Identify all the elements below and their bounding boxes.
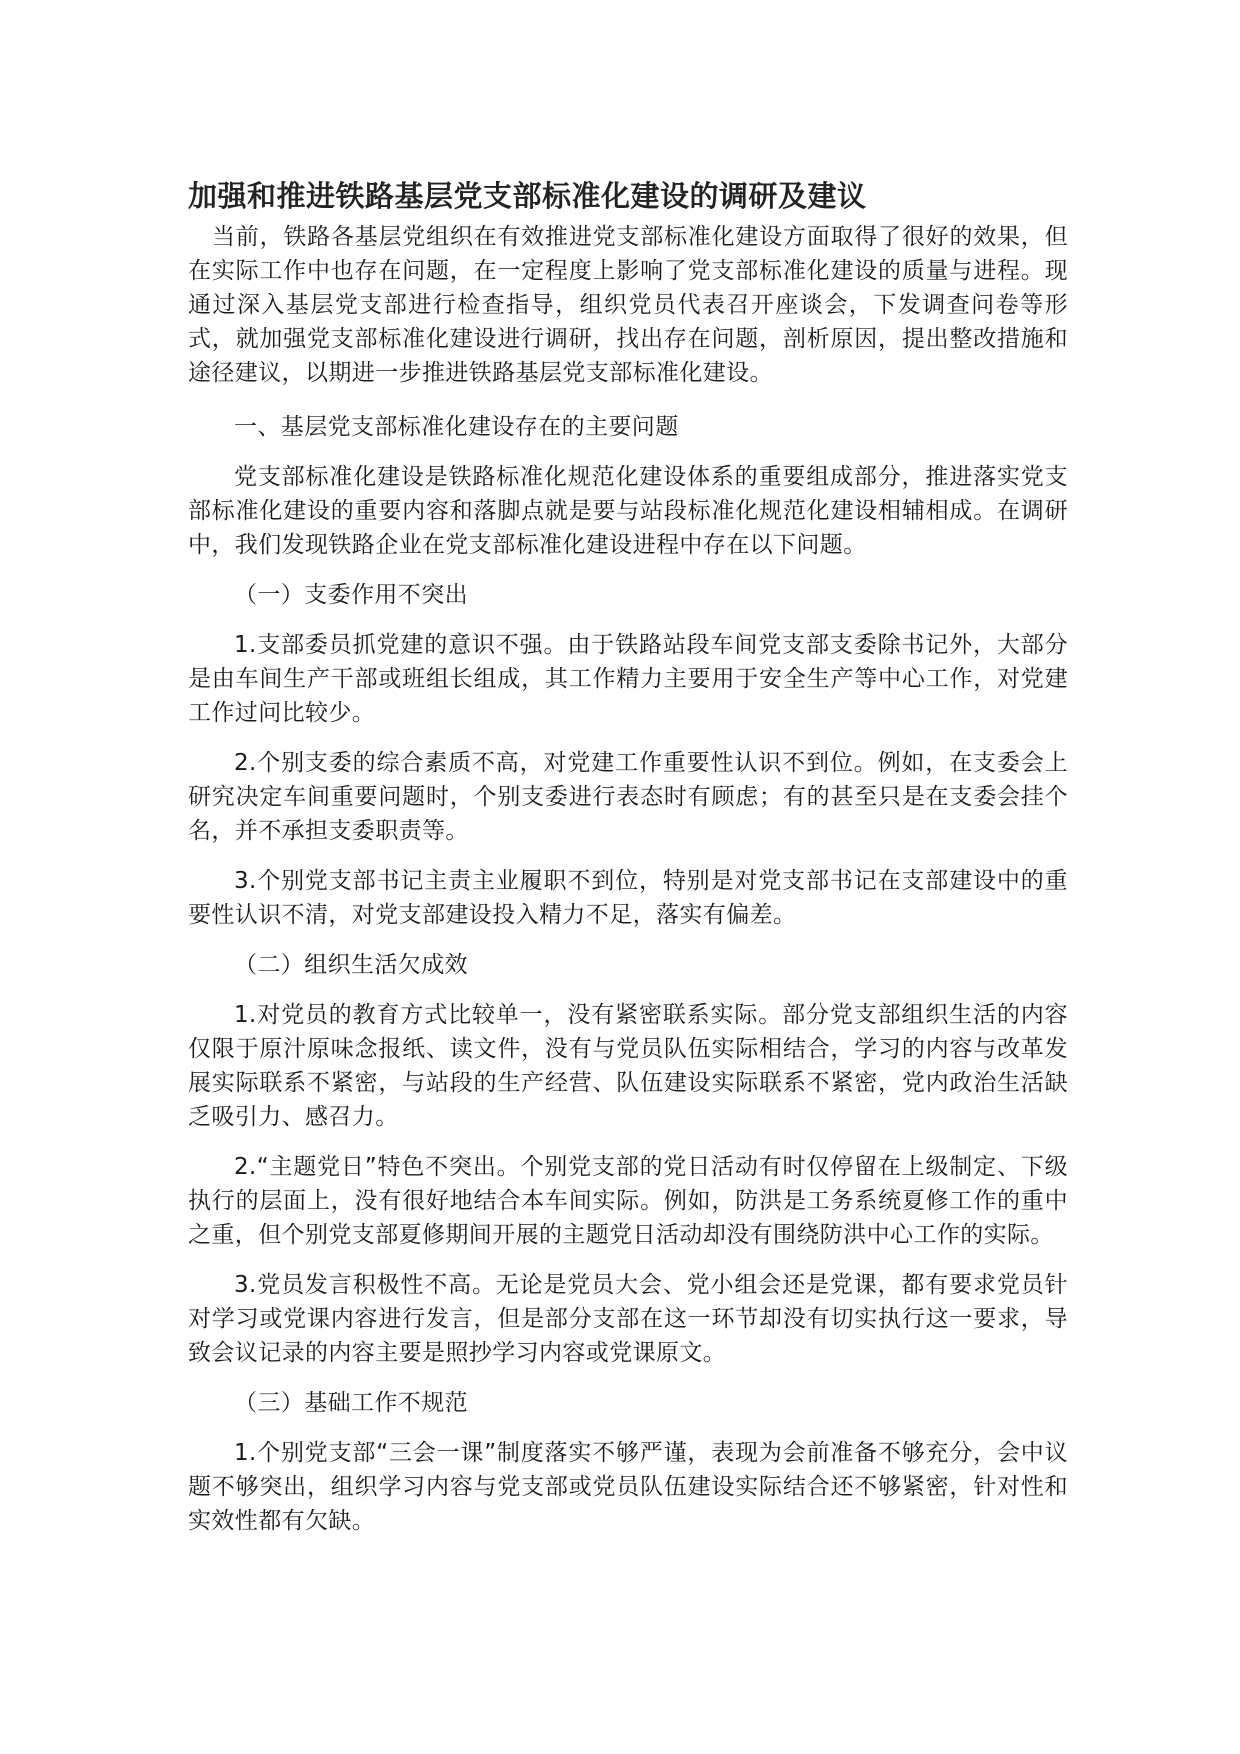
subsection-heading-2: （二）组织生活欠成效 (234, 952, 468, 978)
subsection-heading-1: （一）支委作用不突出 (234, 582, 468, 608)
subsection-1-point-1: 1.支部委员抓党建的意识不强。由于铁路站段车间党支部支委除书记外，大部分是由车间生产干部或班组长组成，其工作精力主要用于安全生产等中心工作，对党建工作过问比较少。 (188, 632, 1068, 726)
section-1-intro-paragraph: 党支部标准化建设是铁路标准化规范化建设体系的重要组成部分，推进落实党支部标准化建设的重要内容和落脚点就是要与站段标准化规范化建设相辅相成。在调研中，我们发现铁路企业在党支部标准化建设进程中存在以下问题。 (188, 464, 1068, 558)
subsection-1-point-3: 3.个别党支部书记主责主业履职不到位，特别是对党支部书记在支部建设中的重要性认识不清，对党支部建设投入精力不足，落实有偏差。 (188, 868, 1068, 928)
section-heading-1: 一、基层党支部标准化建设存在的主要问题 (234, 414, 679, 440)
subsection-1-point-2: 2.个别支委的综合素质不高，对党建工作重要性认识不到位。例如，在支委会上研究决定车间重要问题时，个别支委进行表态时有顾虑；有的甚至只是在支委会挂个名，并不承担支委职责等。 (188, 750, 1068, 844)
document-body (188, 176, 1068, 1554)
subsection-heading-3: （三）基础工作不规范 (234, 1390, 468, 1416)
subsection-2-point-2: 2.“主题党日”特色不突出。个别党支部的党日活动有时仅停留在上级制定、下级执行的层面上，没有很好地结合本车间实际。例如，防洪是工务系统夏修工作的重中之重，但个别党支部夏修期间开展的主题党日活动却没有围绕防洪中心工作的实际。 (188, 1154, 1068, 1248)
document-title: 加强和推进铁路基层党支部标准化建设的调研及建议 (188, 179, 867, 213)
intro-paragraph: 当前，铁路各基层党组织在有效推进党支部标准化建设方面取得了很好的效果，但在实际工作中也存在问题，在一定程度上影响了党支部标准化建设的质量与进程。现通过深入基层党支部进行检查指导，组织党员代表召开座谈会，下发调查问卷等形式，就加强党支部标准化建设进行调研，找出存在问题，剖析原因，提出整改措施和途径建议，以期进一步推进铁路基层党支部标准化建设。 (188, 224, 1068, 386)
subsection-2-point-3: 3.党员发言积极性不高。无论是党员大会、党小组会还是党课，都有要求党员针对学习或党课内容进行发言，但是部分支部在这一环节却没有切实执行这一要求，导致会议记录的内容主要是照抄学习内容或党课原文。 (188, 1272, 1068, 1366)
subsection-2-point-1: 1.对党员的教育方式比较单一，没有紧密联系实际。部分党支部组织生活的内容仅限于原汁原味念报纸、读文件，没有与党员队伍实际相结合，学习的内容与改革发展实际联系不紧密，与站段的生产经营、队伍建设实际联系不紧密，党内政治生活缺乏吸引力、感召力。 (188, 1002, 1068, 1130)
subsection-3-point-1: 1.个别党支部“三会一课”制度落实不够严谨，表现为会前准备不够充分，会中议题不够突出，组织学习内容与党支部或党员队伍建设实际结合还不够紧密，针对性和实效性都有欠缺。 (188, 1440, 1068, 1534)
